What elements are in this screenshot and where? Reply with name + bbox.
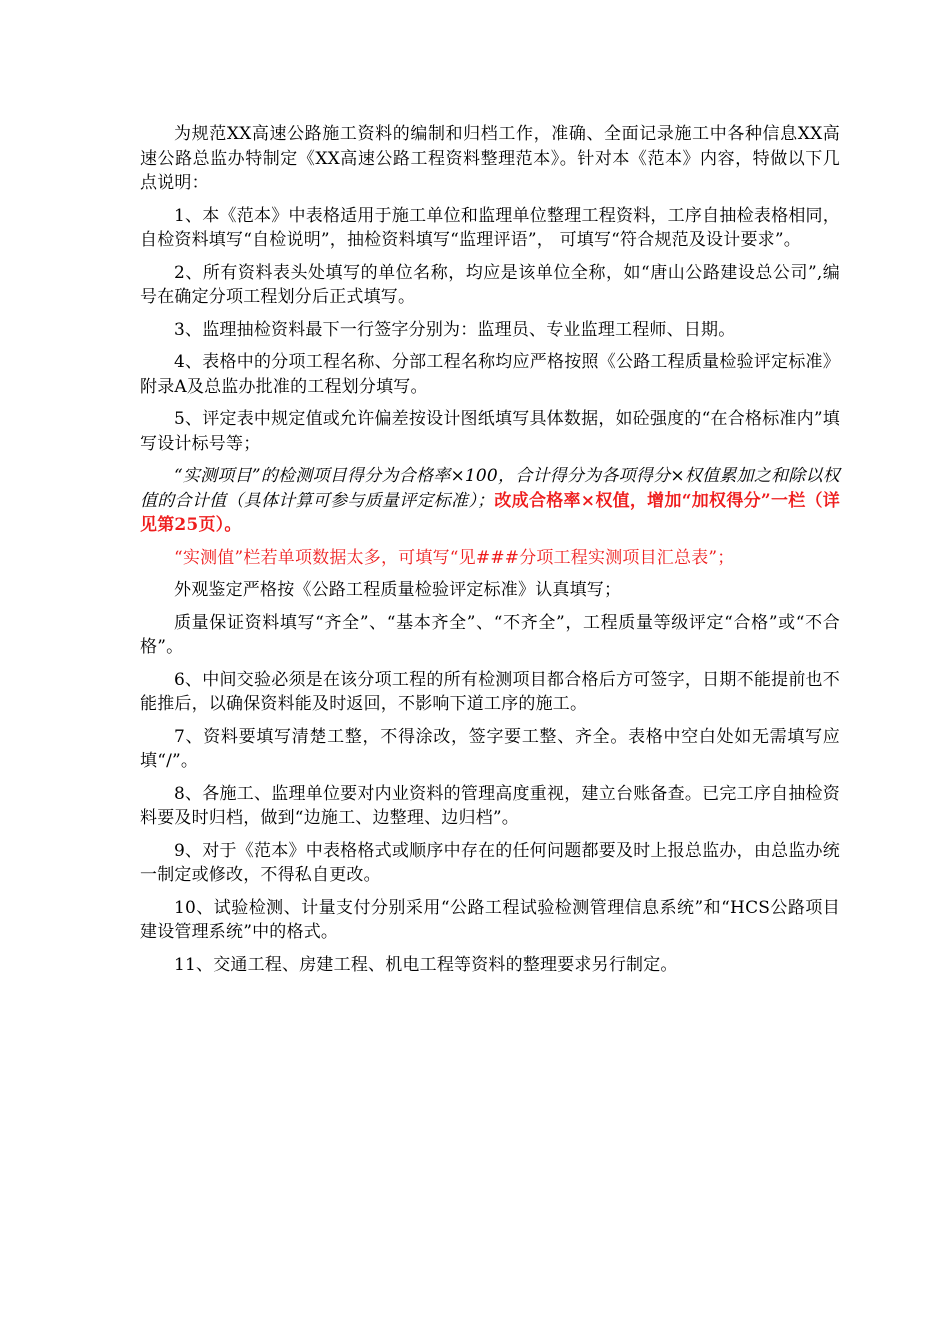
item-5-measured-note: “实测值”栏若单项数据太多，可填写“见###分项工程实测项目汇总表”；: [174, 547, 735, 568]
item-5: 5、评定表中规定值或允许偏差按设计图纸填写具体数据，如砼强度的“在合格标准内”填写设计标号等；: [140, 409, 840, 454]
item-5-scoring-note: [140, 464, 840, 538]
item-5-appearance-note: 外观鉴定严格按《公路工程质量检验评定标准》认真填写；: [174, 580, 622, 600]
item-2: 2、所有资料表头处填写的单位名称，均应是该单位全称，如“唐山公路建设总公司”,编号在确定分项工程划分后正式填写。: [140, 262, 840, 307]
item-8: 8、各施工、监理单位要对内业资料的管理高度重视，建立台账备查。已完工序自抽检资料要及时归档，做到“边施工、边整理、边归档”。: [140, 783, 840, 828]
scoring-note-revision: 改成合格率×权值，增加“加权得分”一栏（详见第25页）。: [140, 490, 841, 535]
item-3: 3、监理抽检资料最下一行签字分别为：监理员、专业监理工程师、日期。: [174, 319, 736, 340]
document-body: [140, 122, 840, 977]
item-4: 4、表格中的分项工程名称、分部工程名称均应严格按照《公路工程质量检验评定标准》附录A及总监办批准的工程划分填写。: [140, 352, 840, 397]
scoring-note-text: “实测项目”的检测项目得分为合格率×100，合计得分为各项得分×权值累加之和除以权值的合计值（具体计算可参与质量评定标准）；: [140, 466, 840, 511]
item-9: 9、对于《范本》中表格格式或顺序中存在的任何问题都要及时上报总监办，由总监办统一制定或修改，不得私自更改。: [140, 840, 840, 885]
item-10: 10、试验检测、计量支付分别采用“公路工程试验检测管理信息系统”和“HCS公路项目建设管理系统”中的格式。: [140, 897, 840, 942]
intro-paragraph: 为规范XX高速公路施工资料的编制和归档工作，准确、全面记录施工中各种信息XX高速公路总监办特制定《XX高速公路工程资料整理范本》。针对本《范本》内容，特做以下几点说明：: [140, 124, 840, 193]
item-6: 6、中间交验必须是在该分项工程的所有检测项目都合格后方可签字，日期不能提前也不能推后，以确保资料能及时返回，不影响下道工序的施工。: [140, 669, 840, 714]
item-1: 1、本《范本》中表格适用于施工单位和监理单位整理工程资料，工序自抽检表格相同，自检资料填写“自检说明”，抽检资料填写“监理评语”， 可填写“符合规范及设计要求”。: [140, 205, 840, 250]
item-7: 7、资料要填写清楚工整，不得涂改，签字要工整、齐全。表格中空白处如无需填写应填“/”。: [140, 726, 840, 771]
item-11: 11、交通工程、房建工程、机电工程等资料的整理要求另行制定。: [174, 954, 678, 975]
item-5-quality-note: 质量保证资料填写“齐全”、“基本齐全”、“不齐全”，工程质量等级评定“合格”或“不合格”。: [140, 612, 840, 657]
